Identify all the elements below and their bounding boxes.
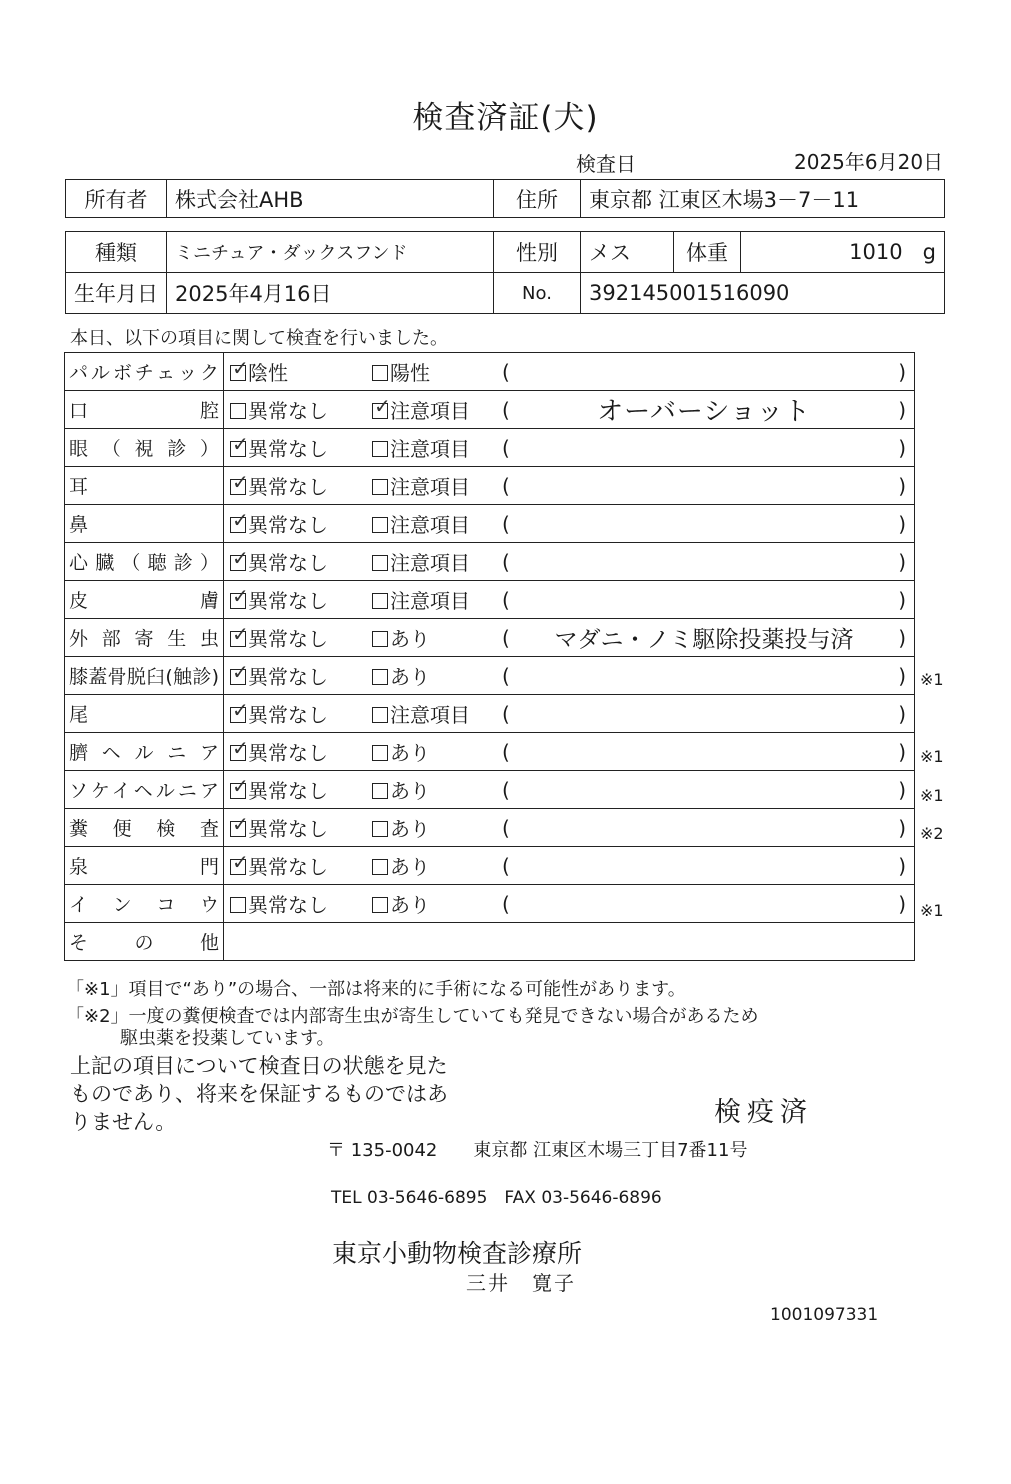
row-item-name bbox=[65, 543, 224, 581]
open-paren: ( bbox=[502, 701, 510, 726]
row-item-label: 口腔 bbox=[69, 400, 219, 422]
row-item-label: 皮膚 bbox=[69, 590, 219, 612]
option-normal bbox=[224, 395, 372, 424]
row-result bbox=[224, 695, 915, 733]
option-normal bbox=[224, 813, 372, 842]
open-paren: ( bbox=[502, 853, 510, 878]
row-note bbox=[502, 550, 914, 574]
row-item-name-text bbox=[69, 852, 219, 879]
row-item-name-text bbox=[69, 510, 219, 537]
row-options bbox=[224, 771, 914, 808]
close-paren: ) bbox=[898, 777, 906, 802]
checkbox-icon[interactable] bbox=[372, 897, 388, 913]
row-result bbox=[224, 809, 915, 847]
exam-date: 2025年6月20日 bbox=[794, 150, 944, 174]
row-options bbox=[224, 543, 914, 580]
row-note bbox=[502, 816, 914, 840]
row-item-name-text bbox=[69, 662, 219, 689]
clinic-address: 〒 135-0042 東京都 江東区木場三丁目7番11号 bbox=[327, 1140, 748, 1161]
owner-label: 所有者 bbox=[66, 180, 167, 218]
checkbox-icon[interactable] bbox=[230, 821, 246, 837]
footnote-marker: ※2 bbox=[920, 824, 944, 843]
inspection-row bbox=[65, 429, 915, 467]
option-attention bbox=[372, 585, 502, 614]
checkbox-icon[interactable] bbox=[372, 365, 388, 381]
row-item-name bbox=[65, 809, 224, 847]
row-item-label: インコウ bbox=[69, 894, 219, 916]
option-normal-label: 異常なし bbox=[248, 817, 328, 841]
option-attention-label: 陽性 bbox=[390, 361, 430, 385]
row-item-name bbox=[65, 695, 224, 733]
weight-cell bbox=[741, 232, 945, 273]
owner-table bbox=[65, 179, 945, 218]
row-item-name bbox=[65, 733, 224, 771]
close-paren: ) bbox=[898, 435, 906, 460]
option-normal bbox=[224, 547, 372, 576]
footnote-marker: ※1 bbox=[920, 785, 944, 805]
option-attention bbox=[372, 889, 502, 918]
option-normal-label: 陰性 bbox=[248, 361, 288, 385]
open-paren: ( bbox=[502, 739, 510, 764]
row-item-label: パルボチェック bbox=[69, 362, 219, 384]
inspection-row bbox=[65, 733, 915, 771]
option-attention-label: あり bbox=[390, 817, 430, 841]
exam-date-label: 検査日 bbox=[576, 152, 636, 176]
address-value: 東京都 江東区木場3－7－11 bbox=[581, 180, 945, 218]
row-item-name bbox=[65, 847, 224, 885]
row-note bbox=[502, 778, 914, 802]
option-normal-label: 異常なし bbox=[248, 627, 328, 651]
row-item-label: 心臓（聴診） bbox=[69, 552, 219, 574]
checkbox-icon[interactable] bbox=[230, 517, 246, 533]
open-paren: ( bbox=[502, 625, 510, 650]
checkbox-icon[interactable] bbox=[372, 479, 388, 495]
checkbox-icon[interactable] bbox=[372, 859, 388, 875]
row-item-name-text bbox=[69, 358, 219, 385]
checkbox-icon[interactable] bbox=[230, 403, 246, 419]
row-result bbox=[224, 543, 915, 581]
row-item-name-text bbox=[69, 548, 219, 575]
other-value bbox=[224, 923, 915, 961]
checkbox-icon[interactable] bbox=[372, 555, 388, 571]
open-paren: ( bbox=[502, 587, 510, 612]
inspection-row bbox=[65, 695, 915, 733]
option-normal bbox=[224, 357, 372, 386]
row-note bbox=[502, 740, 914, 764]
row-note bbox=[502, 892, 914, 916]
row-options bbox=[224, 809, 914, 846]
footnote-marker: ※1 bbox=[920, 747, 944, 766]
row-result bbox=[224, 353, 915, 391]
option-normal bbox=[224, 433, 372, 462]
checkbox-icon[interactable] bbox=[372, 745, 388, 761]
inspection-row bbox=[65, 581, 915, 619]
document-number: 1001097331 bbox=[770, 1305, 879, 1325]
row-note bbox=[502, 512, 914, 536]
row-item-name bbox=[65, 885, 224, 923]
checkbox-icon[interactable] bbox=[230, 365, 246, 381]
close-paren: ) bbox=[898, 473, 906, 498]
option-attention bbox=[372, 813, 502, 842]
certificate-title: 検査済証(犬) bbox=[412, 100, 599, 136]
option-attention-label: 注意項目 bbox=[390, 437, 470, 461]
option-attention bbox=[372, 471, 502, 500]
row-result bbox=[224, 657, 915, 695]
option-normal-label: 異常なし bbox=[248, 855, 328, 879]
close-paren: ) bbox=[898, 891, 906, 916]
open-paren: ( bbox=[502, 663, 510, 688]
open-paren: ( bbox=[502, 549, 510, 574]
checkbox-icon[interactable] bbox=[230, 707, 246, 723]
option-attention bbox=[372, 395, 502, 424]
checkbox-icon[interactable] bbox=[230, 783, 246, 799]
row-item-name bbox=[65, 771, 224, 809]
row-item-label: ソケイヘルニア bbox=[69, 780, 219, 802]
option-attention bbox=[372, 699, 502, 728]
row-note bbox=[502, 436, 914, 460]
option-attention bbox=[372, 547, 502, 576]
row-note bbox=[502, 702, 914, 726]
option-attention-label: 注意項目 bbox=[390, 513, 470, 537]
intro-text: 本日、以下の項目に関して検査を行いました。 bbox=[70, 328, 448, 349]
row-options bbox=[224, 429, 914, 466]
row-item-name-text bbox=[69, 434, 219, 461]
option-normal-label: 異常なし bbox=[248, 513, 328, 537]
option-attention-label: 注意項目 bbox=[390, 399, 470, 423]
row-options bbox=[224, 885, 914, 922]
row-item-name-text bbox=[69, 738, 219, 765]
row-result bbox=[224, 733, 915, 771]
row-item-name bbox=[65, 923, 224, 961]
option-normal bbox=[224, 699, 372, 728]
close-paren: ) bbox=[898, 853, 906, 878]
row-options bbox=[224, 847, 914, 884]
close-paren: ) bbox=[898, 739, 906, 764]
row-item-label: 眼（視診） bbox=[69, 438, 219, 460]
option-normal bbox=[224, 889, 372, 918]
open-paren: ( bbox=[502, 435, 510, 460]
row-note bbox=[502, 854, 914, 878]
open-paren: ( bbox=[502, 777, 510, 802]
row-result bbox=[224, 619, 915, 657]
owner-value: 株式会社AHB bbox=[167, 180, 494, 218]
option-attention bbox=[372, 623, 502, 652]
footnote-marker: ※1 bbox=[920, 901, 944, 920]
row-options bbox=[224, 581, 914, 618]
inspection-row bbox=[65, 771, 915, 809]
checkbox-icon[interactable] bbox=[230, 859, 246, 875]
checkbox-icon[interactable] bbox=[372, 441, 388, 457]
open-paren: ( bbox=[502, 511, 510, 536]
option-normal bbox=[224, 661, 372, 690]
row-item-name-text bbox=[69, 814, 219, 841]
option-attention-label: あり bbox=[390, 893, 430, 917]
birth-label: 生年月日 bbox=[66, 273, 167, 314]
close-paren: ) bbox=[898, 815, 906, 840]
row-note-text: マダニ・ノミ駆除投薬投与済 bbox=[554, 627, 854, 653]
row-item-name-text bbox=[69, 396, 219, 423]
clinic-name: 東京小動物検査診療所 bbox=[332, 1239, 583, 1268]
row-options bbox=[224, 353, 914, 390]
row-item-label: 尾 bbox=[69, 704, 89, 726]
option-normal-label: 異常なし bbox=[248, 665, 328, 689]
footnote-1: 「※1」項目で“あり”の場合、一部は将来的に手術になる可能性があります。 bbox=[66, 979, 686, 1000]
open-paren: ( bbox=[502, 397, 510, 422]
close-paren: ) bbox=[898, 625, 906, 650]
option-attention bbox=[372, 737, 502, 766]
checkbox-icon[interactable] bbox=[372, 669, 388, 685]
clinic-tel: TEL 03-5646-6895 FAX 03-5646-6896 bbox=[331, 1188, 662, 1208]
row-result bbox=[224, 467, 915, 505]
row-item-name-text bbox=[69, 586, 219, 613]
checkbox-icon[interactable] bbox=[230, 631, 246, 647]
row-result bbox=[224, 581, 915, 619]
checkbox-icon[interactable] bbox=[372, 631, 388, 647]
checkbox-icon[interactable] bbox=[230, 555, 246, 571]
row-result bbox=[224, 429, 915, 467]
sex-value: メス bbox=[581, 232, 674, 273]
close-paren: ) bbox=[898, 397, 906, 422]
weight-unit: g bbox=[922, 240, 936, 264]
option-normal bbox=[224, 509, 372, 538]
inspection-row bbox=[65, 543, 915, 581]
row-result bbox=[224, 885, 915, 923]
row-note bbox=[502, 621, 914, 654]
row-item-label: 膝蓋骨脱臼(触診) bbox=[69, 666, 219, 688]
checkbox-icon[interactable] bbox=[372, 517, 388, 533]
option-normal-label: 異常なし bbox=[248, 703, 328, 727]
no-label: No. bbox=[494, 273, 581, 314]
option-attention bbox=[372, 775, 502, 804]
row-item-label: 鼻 bbox=[69, 514, 89, 536]
breed-label: 種類 bbox=[66, 232, 167, 273]
option-attention bbox=[372, 661, 502, 690]
close-paren: ) bbox=[898, 511, 906, 536]
inspection-row bbox=[65, 467, 915, 505]
close-paren: ) bbox=[898, 549, 906, 574]
weight-value: 1010 bbox=[849, 240, 903, 264]
row-item-name-text bbox=[69, 776, 219, 803]
row-item-name bbox=[65, 353, 224, 391]
checkbox-icon[interactable] bbox=[230, 669, 246, 685]
inspection-row-other bbox=[65, 923, 915, 961]
inspection-row bbox=[65, 619, 915, 657]
option-normal-label: 異常なし bbox=[248, 399, 328, 423]
inspection-row bbox=[65, 657, 915, 695]
option-attention-label: あり bbox=[390, 665, 430, 689]
birth-value: 2025年4月16日 bbox=[167, 273, 494, 314]
animal-table bbox=[65, 231, 945, 314]
option-normal bbox=[224, 851, 372, 880]
checkbox-icon[interactable] bbox=[230, 745, 246, 761]
close-paren: ) bbox=[898, 587, 906, 612]
row-note-text: オーバーショット bbox=[597, 397, 811, 427]
checkbox-icon[interactable] bbox=[372, 593, 388, 609]
row-item-name bbox=[65, 391, 224, 429]
inspection-row bbox=[65, 847, 915, 885]
row-item-name bbox=[65, 429, 224, 467]
option-attention-label: あり bbox=[390, 741, 430, 765]
option-attention-label: あり bbox=[390, 855, 430, 879]
row-item-name bbox=[65, 657, 224, 695]
option-normal bbox=[224, 471, 372, 500]
row-note bbox=[502, 474, 914, 498]
checkbox-icon[interactable] bbox=[230, 897, 246, 913]
option-attention bbox=[372, 357, 502, 386]
checkbox-icon[interactable] bbox=[372, 783, 388, 799]
close-paren: ) bbox=[898, 701, 906, 726]
inspection-row bbox=[65, 391, 915, 429]
checkbox-icon[interactable] bbox=[230, 479, 246, 495]
row-item-label: 外部寄生虫 bbox=[69, 628, 219, 650]
row-options bbox=[224, 391, 914, 428]
row-item-name bbox=[65, 467, 224, 505]
row-options bbox=[224, 505, 914, 542]
option-normal-label: 異常なし bbox=[248, 551, 328, 575]
option-normal bbox=[224, 737, 372, 766]
row-result bbox=[224, 847, 915, 885]
option-normal-label: 異常なし bbox=[248, 437, 328, 461]
row-note bbox=[502, 391, 914, 428]
inspection-row bbox=[65, 353, 915, 391]
open-paren: ( bbox=[502, 359, 510, 384]
row-item-name-text bbox=[69, 890, 219, 917]
option-normal-label: 異常なし bbox=[248, 589, 328, 613]
row-item-name-text bbox=[69, 700, 219, 727]
quarantine-stamp: 検疫済 bbox=[714, 1097, 813, 1128]
close-paren: ) bbox=[898, 663, 906, 688]
option-normal bbox=[224, 585, 372, 614]
row-result bbox=[224, 771, 915, 809]
option-normal bbox=[224, 623, 372, 652]
option-attention-label: 注意項目 bbox=[390, 475, 470, 499]
checkbox-icon[interactable] bbox=[372, 707, 388, 723]
row-item-label: 臍ヘルニア bbox=[69, 742, 219, 764]
option-normal-label: 異常なし bbox=[248, 779, 328, 803]
inspection-row bbox=[65, 505, 915, 543]
option-attention-label: 注意項目 bbox=[390, 551, 470, 575]
footnote-marker: ※1 bbox=[920, 670, 944, 689]
row-item-label: 耳 bbox=[69, 476, 89, 498]
other-label: その他 bbox=[69, 932, 219, 954]
option-attention bbox=[372, 433, 502, 462]
row-note bbox=[502, 360, 914, 384]
option-attention bbox=[372, 509, 502, 538]
row-options bbox=[224, 657, 914, 694]
row-item-name bbox=[65, 505, 224, 543]
row-result bbox=[224, 505, 915, 543]
sex-label: 性別 bbox=[494, 232, 581, 273]
inspection-table bbox=[64, 352, 915, 961]
weight-label: 体重 bbox=[674, 232, 741, 273]
open-paren: ( bbox=[502, 473, 510, 498]
row-options bbox=[224, 619, 914, 656]
option-normal-label: 異常なし bbox=[248, 741, 328, 765]
checkbox-icon[interactable] bbox=[372, 821, 388, 837]
option-normal-label: 異常なし bbox=[248, 475, 328, 499]
option-attention-label: あり bbox=[390, 779, 430, 803]
address-label: 住所 bbox=[494, 180, 581, 218]
row-options bbox=[224, 695, 914, 732]
option-normal bbox=[224, 775, 372, 804]
no-value: 392145001516090 bbox=[581, 273, 945, 314]
checkbox-icon[interactable] bbox=[372, 403, 388, 419]
footnote-2: 「※2」一度の糞便検査では内部寄生虫が寄生していても発見できない場合があるため bbox=[66, 1006, 759, 1027]
row-note bbox=[502, 588, 914, 612]
option-normal-label: 異常なし bbox=[248, 893, 328, 917]
open-paren: ( bbox=[502, 891, 510, 916]
checkbox-icon[interactable] bbox=[230, 593, 246, 609]
row-item-label: 泉門 bbox=[69, 856, 219, 878]
footnote-2-cont: 駆虫薬を投薬しています。 bbox=[120, 1028, 335, 1049]
row-options bbox=[224, 733, 914, 770]
disclaimer: 上記の項目について検査日の状態を見たものであり、将来を保証するものではありません。 bbox=[70, 1054, 448, 1134]
checkbox-icon[interactable] bbox=[230, 441, 246, 457]
option-attention bbox=[372, 851, 502, 880]
doctor-name: 三井 寛子 bbox=[466, 1271, 576, 1295]
option-attention-label: 注意項目 bbox=[390, 589, 470, 613]
row-item-name bbox=[65, 619, 224, 657]
row-item-name-text bbox=[69, 472, 219, 499]
open-paren: ( bbox=[502, 815, 510, 840]
close-paren: ) bbox=[898, 359, 906, 384]
option-attention-label: あり bbox=[390, 627, 430, 651]
inspection-row bbox=[65, 885, 915, 923]
row-result bbox=[224, 391, 915, 429]
row-item-name-text bbox=[69, 624, 219, 651]
breed-value: ミニチュア・ダックスフンド bbox=[167, 232, 494, 273]
row-item-name bbox=[65, 581, 224, 619]
row-note bbox=[502, 664, 914, 688]
inspection-row bbox=[65, 809, 915, 847]
row-item-label: 糞便検査 bbox=[69, 818, 219, 840]
option-attention-label: 注意項目 bbox=[390, 703, 470, 727]
row-options bbox=[224, 467, 914, 504]
